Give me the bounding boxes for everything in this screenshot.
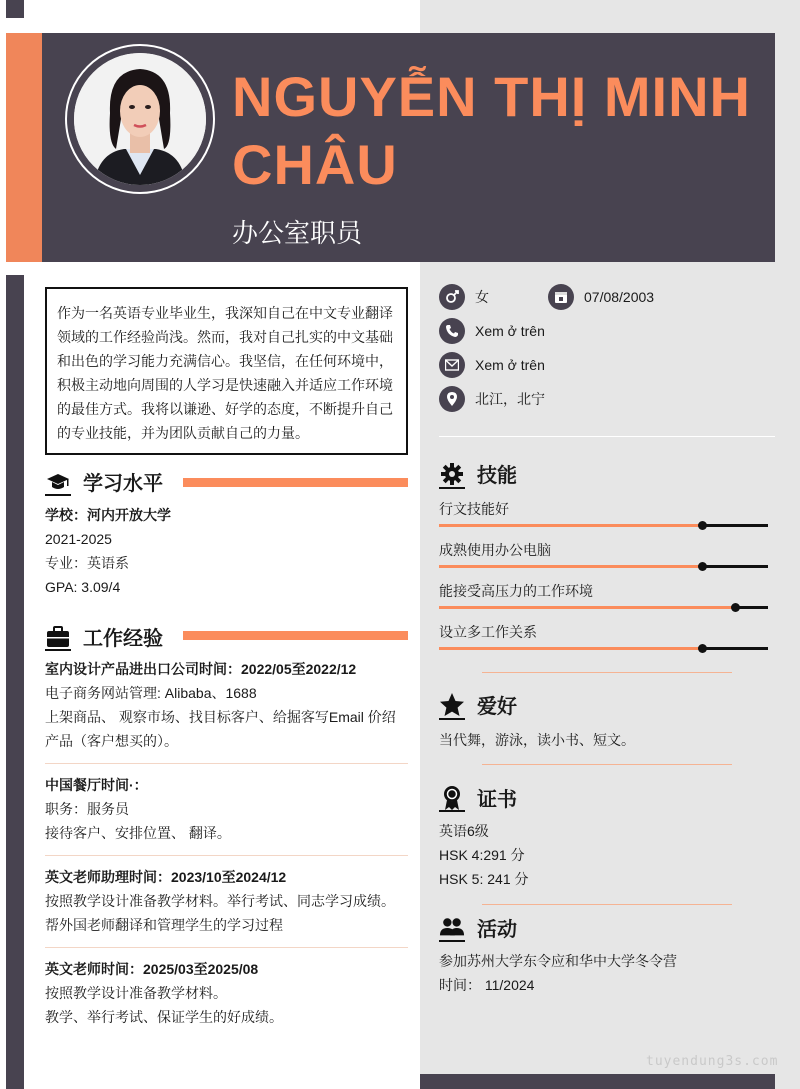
hobbies-underline [439,718,465,720]
skill-label: 设立多工作关系 [439,624,537,640]
divider [482,904,732,905]
activity-time: 时间： 11/2024 [439,977,535,993]
hobbies-title: 爱好 [477,696,517,718]
dob-row [548,284,654,310]
experience-title: 工作经验 [83,628,163,650]
education-years: 2021-2025 [45,531,112,547]
avatar-ring [65,44,215,194]
certificate-item: 英语6级 [439,823,489,839]
skills-title: 技能 [477,465,517,487]
skill-label: 行文技能好 [439,501,509,517]
skill-label: 能接受高压力的工作环境 [439,583,593,599]
job-detail: 按照教学设计准备教学材料。举行考试、同志学习成绩。 [45,893,395,909]
job-entry [45,657,415,753]
skill-bar [439,606,768,609]
experience-heading [45,622,163,651]
job-detail: 职务：服务员 [45,801,129,817]
job-detail: 电子商务网站管理: Alibaba、1688 [45,685,257,701]
job-title-line: 英文老师助理时间：2023/10至2024/12 [45,869,287,885]
header-accent-strip [6,33,42,262]
job-detail: 按照教学设计准备教学材料。 [45,985,227,1001]
header-banner [6,33,775,262]
divider [45,855,408,856]
job-title-line: 室内设计产品进出口公司时间：2022/05至2022/12 [45,661,357,677]
divider [482,672,732,673]
gender-icon [439,284,465,310]
skills-heading [439,459,517,488]
certificate-item: HSK 5: 241 分 [439,871,529,887]
email-row [439,352,545,378]
job-title-line: 中国餐厅时间·： [45,777,148,793]
divider [45,763,408,764]
certificates-underline [439,810,465,812]
job-entry [45,773,415,845]
certificates-title: 证书 [477,789,517,811]
skill-bar [439,524,768,527]
address-row [439,386,545,412]
group-people-icon [439,915,465,941]
skill-bar-knob [698,562,707,571]
graduation-cap-icon [45,469,71,495]
skill-bar-knob [698,521,707,530]
hobbies-text: 当代舞，游泳，读小书、短文。 [439,732,635,748]
contact-divider [439,436,775,437]
phone-icon [439,318,465,344]
skill-bar-fill [439,606,735,609]
job-entry [45,957,415,1029]
skill-bar [439,647,768,650]
certificate-item: HSK 4:291 分 [439,847,525,863]
left-decor-bar-top [6,0,24,18]
experience-accent-bar [183,631,408,640]
school: 学校：河内开放大学 [45,507,171,523]
skills-underline [439,487,465,489]
activities-block [439,949,769,997]
candidate-name: NGUYỄN THỊ MINH CHÂU [232,65,751,196]
skill-bar-knob [731,603,740,612]
skill-bar-fill [439,647,702,650]
education-heading [45,467,163,496]
divider [482,764,732,765]
job-detail: 教学、举行考试、保证学生的好成绩。 [45,1009,283,1025]
email-value: Xem ở trên [475,357,545,373]
summary-box: 作为一名英语专业毕业生，我深知自己在中文专业翻译领域的工作经验尚浅。然而，我对自己扎实的中文基础和出色的学习能力充满信心。我坚信，在任何环境中，积极主动地向周围的人学习是快速融入并适应工作环境的最佳方式。我将以谦逊、好学的态度，不断提升自己的专业技能，并为团队贡献自己的力量。 [45,287,408,455]
gender-value: 女 [475,289,489,305]
bottom-decor-bar [420,1074,775,1089]
avatar [74,53,206,185]
certificates-heading [439,783,517,812]
gpa: GPA: 3.09/4 [45,579,121,595]
job-title: 办公室职员 [232,218,363,248]
education-title: 学习水平 [83,473,163,495]
activities-title: 活动 [477,919,517,941]
email-icon [439,352,465,378]
skill-bar-fill [439,524,702,527]
dob-value: 07/08/2003 [584,289,655,305]
calendar-icon [548,284,574,310]
hobbies-heading [439,690,517,719]
skill-bar [439,565,768,568]
job-detail: 产品（客户想买的）。 [45,733,178,749]
address-value: 北江，北宁 [475,391,545,407]
job-detail: 接待客户、安排位置、 翻译。 [45,825,231,841]
job-title-line: 英文老师时间：2025/03至2025/08 [45,961,259,977]
education-underline [45,494,71,496]
skill-label: 成熟使用办公电脑 [439,542,551,558]
education-accent-bar [183,478,408,487]
experience-underline [45,649,71,651]
job-detail: 帮外国老师翻译和管理学生的学习过程 [45,917,283,933]
watermark: tuyendung3s.com [646,1054,779,1069]
skill-bar-knob [698,644,707,653]
phone-value: Xem ở trên [475,323,545,339]
phone-row [439,318,545,344]
left-decor-bar [6,275,24,1089]
education-block [45,503,405,599]
location-pin-icon [439,386,465,412]
job-entry [45,865,415,937]
activity-text: 参加苏州大学东令应和华中大学冬令营 [439,953,677,969]
major: 专业：英语系 [45,555,129,571]
divider [45,947,408,948]
certificates-list [439,819,769,891]
award-ribbon-icon [439,785,465,811]
briefcase-icon [45,624,71,650]
gender-row [439,284,489,310]
job-detail: 上架商品、 观察市场、找目标客户、给掘客写Email 价绍 [45,709,396,725]
activities-underline [439,940,465,942]
activities-heading [439,913,517,942]
gear-icon [439,461,465,487]
skill-bar-fill [439,565,702,568]
star-icon [439,692,465,718]
